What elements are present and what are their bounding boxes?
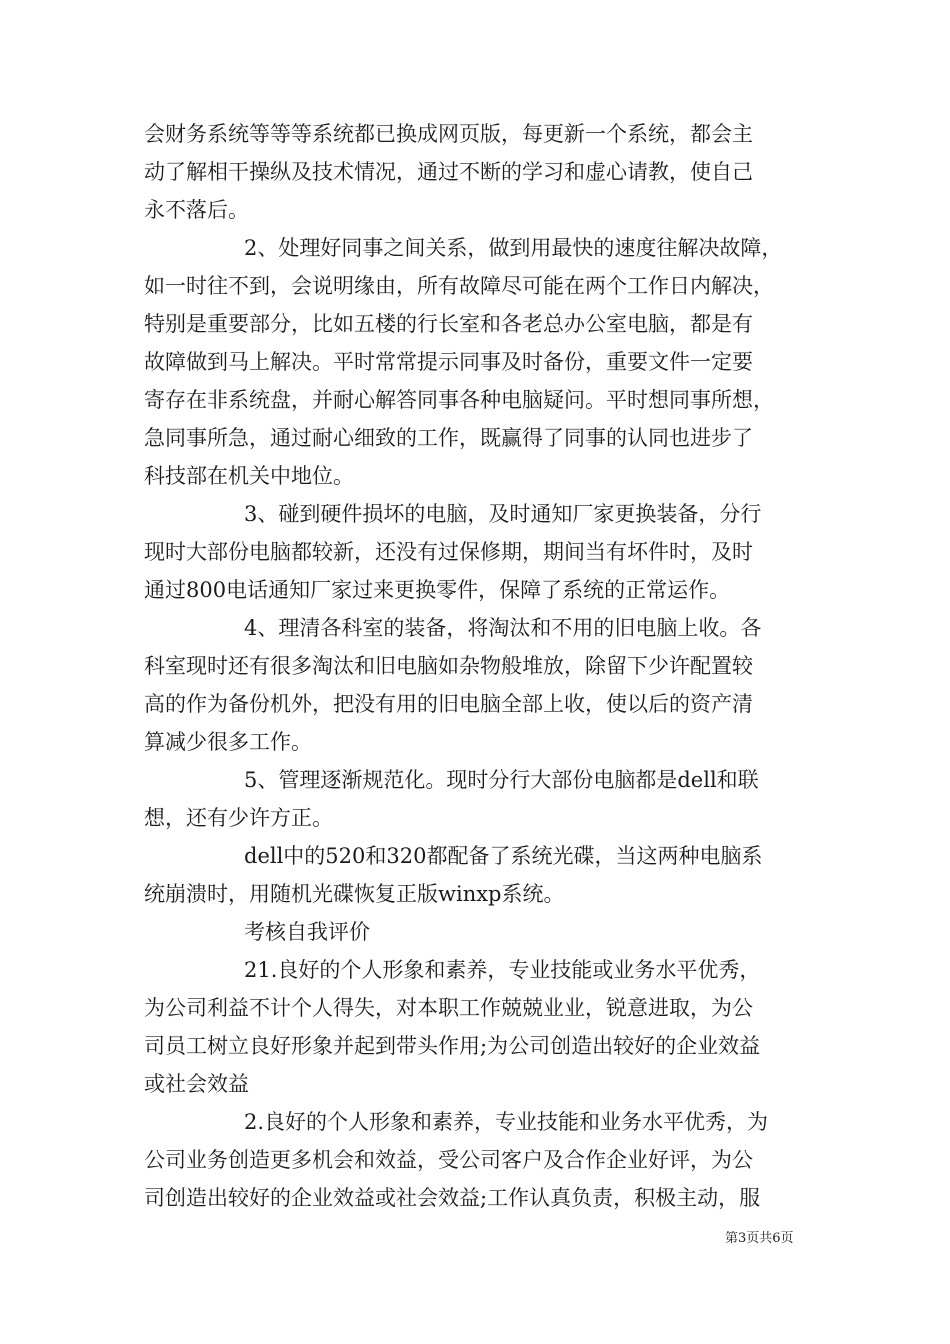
text-line: 想，还有少许方正。 xyxy=(144,806,333,830)
text-line: 3、碰到硬件损坏的电脑，及时通知厂家更换装备，分行 xyxy=(244,502,762,526)
text-line: 公司业务创造更多机会和效益，受公司客户及合作企业好评，为公 xyxy=(144,1148,753,1172)
text-line: 永不落后。 xyxy=(144,198,249,222)
text-line: 科室现时还有很多淘汰和旧电脑如杂物般堆放，除留下少许配置较 xyxy=(144,654,753,678)
text-line: 司员工树立良好形象并起到带头作用;为公司创造出较好的企业效益 xyxy=(144,1034,761,1058)
section-heading: 考核自我评价 xyxy=(244,920,370,944)
text-line: 动了解相干操纵及技术情况，通过不断的学习和虚心请教，使自己 xyxy=(144,160,753,184)
text-line: 寄存在非系统盘，并耐心解答同事各种电脑疑问。平时想同事所想， xyxy=(144,388,774,412)
text-line: 特别是重要部分，比如五楼的行长室和各老总办公室电脑，都是有 xyxy=(144,312,753,336)
text-line: 为公司利益不计个人得失，对本职工作兢兢业业，锐意进取，为公 xyxy=(144,996,753,1020)
text-line: 4、理清各科室的装备，将淘汰和不用的旧电脑上收。各 xyxy=(244,616,762,640)
text-line: 2.良好的个人形象和素养，专业技能和业务水平优秀，为 xyxy=(244,1110,769,1134)
text-line: dell中的520和320都配备了系统光碟，当这两种电脑系 xyxy=(244,844,763,868)
page-number-footer: 第3页共6页 xyxy=(725,1231,794,1246)
text-line: 5、管理逐渐规范化。现时分行大部份电脑都是dell和联 xyxy=(244,768,759,792)
text-line: 急同事所急，通过耐心细致的工作，既赢得了同事的认同也进步了 xyxy=(144,426,753,450)
text-line: 通过800电话通知厂家过来更换零件，保障了系统的正常运作。 xyxy=(144,578,731,602)
text-line: 算减少很多工作。 xyxy=(144,730,312,754)
text-line: 故障做到马上解决。平时常常提示同事及时备份，重要文件一定要 xyxy=(144,350,753,374)
text-line: 司创造出较好的企业效益或社会效益;工作认真负责，积极主动，服 xyxy=(144,1186,761,1210)
text-line: 2、处理好同事之间关系，做到用最快的速度往解决故障， xyxy=(244,236,783,260)
text-line: 高的作为备份机外，把没有用的旧电脑全部上收，使以后的资产清 xyxy=(144,692,753,716)
text-line: 21.良好的个人形象和素养，专业技能或业务水平优秀， xyxy=(244,958,761,982)
text-line: 科技部在机关中地位。 xyxy=(144,464,354,488)
text-line: 统崩溃时，用随机光碟恢复正版winxp系统。 xyxy=(144,882,565,906)
text-line: 现时大部份电脑都较新，还没有过保修期，期间当有坏件时，及时 xyxy=(144,540,753,564)
text-line: 或社会效益 xyxy=(144,1072,249,1096)
text-line: 会财务系统等等等系统都已换成网页版，每更新一个系统，都会主 xyxy=(144,122,753,146)
text-line: 如一时往不到，会说明缘由，所有故障尽可能在两个工作日内解决， xyxy=(144,274,774,298)
